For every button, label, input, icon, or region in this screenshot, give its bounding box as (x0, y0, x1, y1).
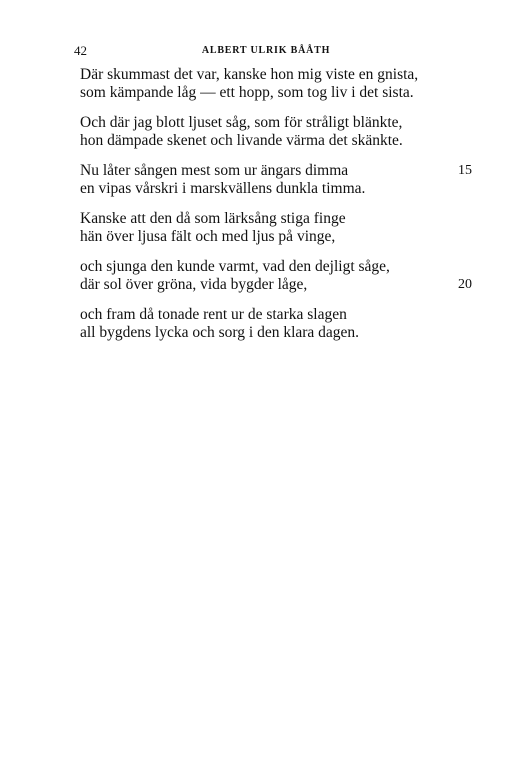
poem-line-text: där sol över gröna, vida bygder låge, (80, 276, 308, 293)
poem-line (80, 162, 470, 180)
stanza-1 (80, 66, 470, 102)
poem-line-text: och sjunga den kunde varmt, vad den dejligt såge, (80, 258, 390, 275)
poem-line-text: Där skummast det var, kanske hon mig viste en gnista, (80, 66, 419, 83)
poem-line-text: och fram då tonade rent ur de starka slagen (80, 306, 347, 323)
poem-line (80, 84, 470, 102)
poem-line (80, 258, 470, 276)
poem-line (80, 180, 470, 198)
poem-line-text: Kanske att den då som lärksång stiga finge (80, 210, 346, 227)
poem-line (80, 228, 470, 246)
poem-line-text: hän över ljusa fält och med ljus på vinge, (80, 228, 336, 245)
line-number: 20 (458, 277, 472, 292)
stanza-5 (80, 258, 470, 294)
poem-line (80, 276, 470, 294)
poem-line-text: all bygdens lycka och sorg i den klara dagen. (80, 324, 360, 341)
stanza-4 (80, 210, 470, 246)
running-head: ALBERT ULRIK BÅÅTH (201, 45, 331, 56)
poem-line (80, 210, 470, 228)
poem (80, 66, 470, 354)
stanza-3 (80, 162, 470, 198)
poem-line (80, 114, 470, 132)
poem-line-text: Nu låter sången mest som ur ängars dimma (80, 162, 349, 179)
poem-line (80, 324, 470, 342)
poem-line-text: Och där jag blott ljuset såg, som för stråligt blänkte, (80, 114, 403, 131)
poem-line (80, 306, 470, 324)
poem-line (80, 132, 470, 150)
stanza-6 (80, 306, 470, 342)
poem-line-text: som kämpande låg — ett hopp, som tog liv i det sista. (80, 84, 414, 101)
poem-line-text: hon dämpade skenet och livande värma det skänkte. (80, 132, 403, 149)
poem-line-text: en vipas vårskri i marskvällens dunkla timma. (80, 180, 366, 197)
poem-line (80, 66, 470, 84)
line-number: 15 (458, 163, 472, 178)
stanza-2 (80, 114, 470, 150)
page-number: 42 (74, 43, 87, 58)
